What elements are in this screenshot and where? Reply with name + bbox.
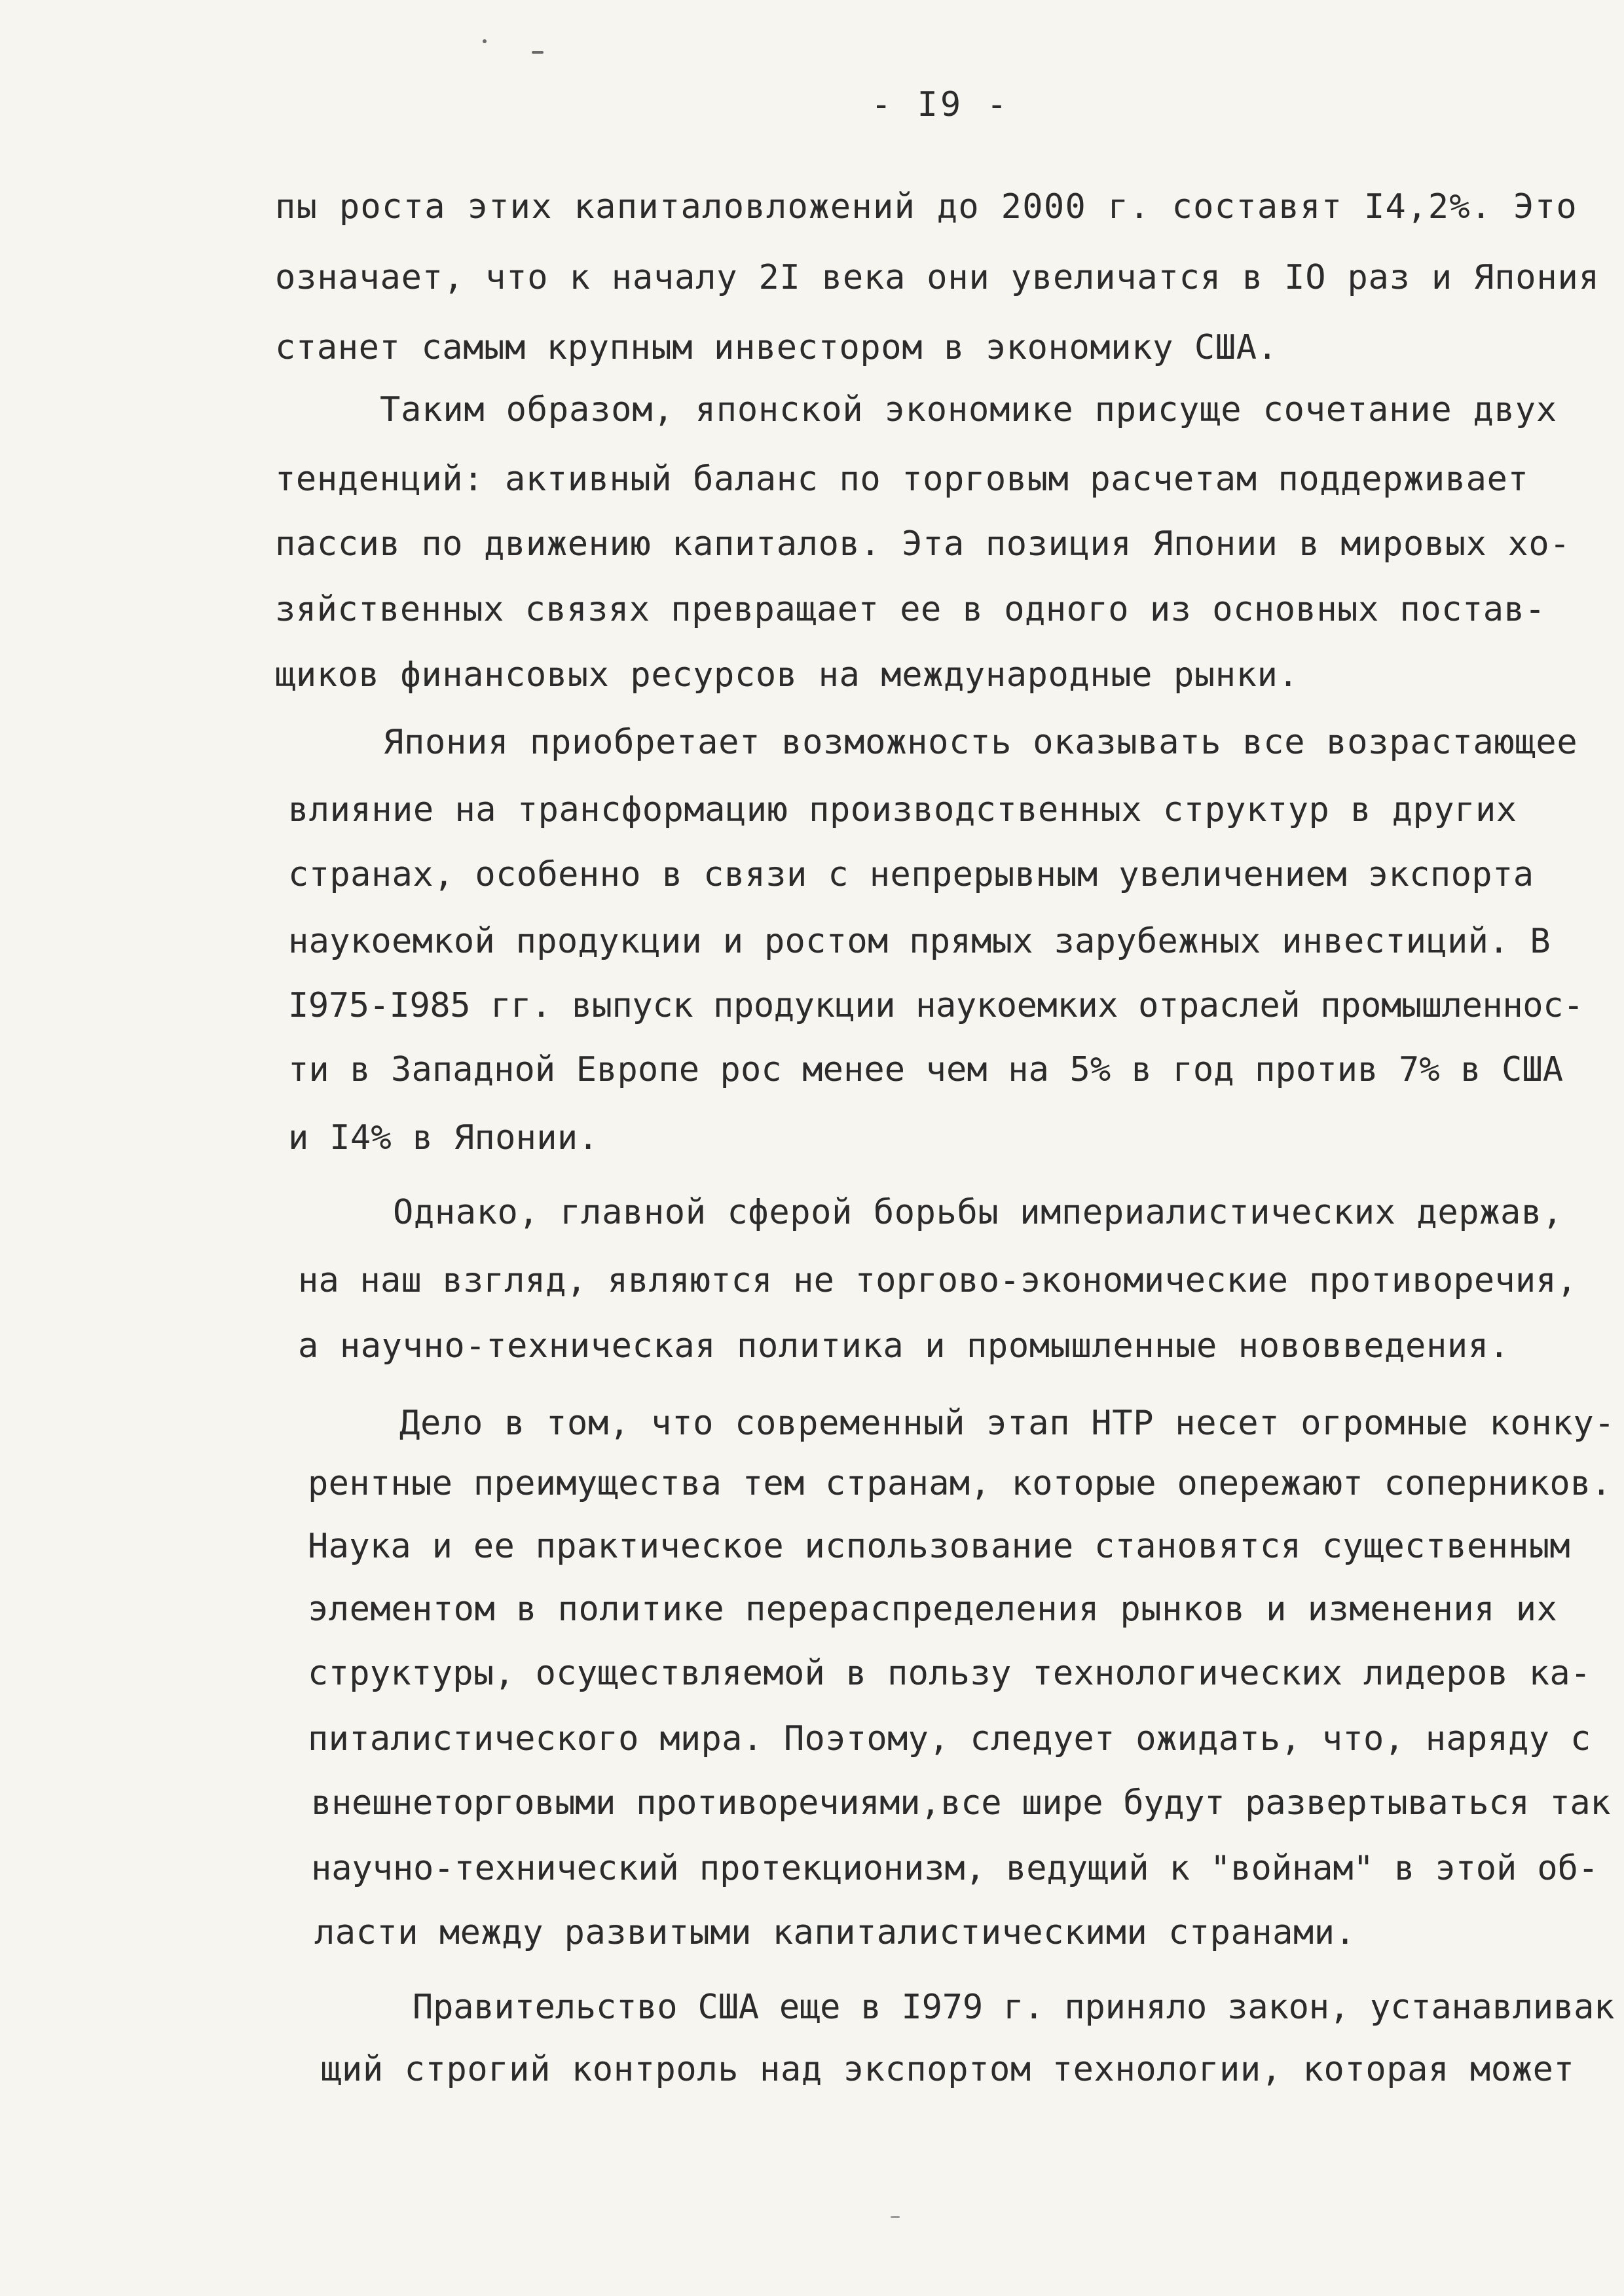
text-line: на наш взгляд, являются не торгово-экономические противоречия, (298, 1261, 1578, 1300)
paper-speck (483, 39, 487, 43)
text-line: I975-I985 гг. выпуск продукции наукоемких отраслей промышленнос- (288, 986, 1584, 1025)
paper-speck (532, 51, 544, 54)
text-line: а научно-техническая политика и промышленные нововведения. (298, 1326, 1510, 1366)
text-line: и I4% в Японии. (288, 1118, 599, 1157)
text-line: Таким образом, японской экономике присуще сочетание двух (380, 390, 1557, 429)
text-line: тенденций: активный баланс по торговым расчетам поддерживает (275, 460, 1529, 499)
text-line: станет самым крупным инвестором в экономику США. (275, 328, 1278, 367)
text-line: Однако, главной сферой борьбы империалистических держав, (393, 1193, 1563, 1232)
text-line: означает, что к началу 2I века они увеличатся в IO раз и Япония (275, 258, 1600, 297)
text-line: странах, особенно в связи с непрерывным увеличением экспорта (288, 855, 1534, 894)
text-line: внешнеторговыми противоречиями,все шире будут развертываться так (311, 1783, 1611, 1823)
text-line: щий строгий контроль над экспортом технологии, которая может (321, 2050, 1575, 2089)
text-line: рентные преимущества тем странам, которые опережают соперников. (308, 1464, 1612, 1503)
text-line: влияние на трансформацию производственных структур в других (288, 790, 1517, 829)
text-line: научно-технический протекционизм, ведущий к "войнам" в этой об- (311, 1849, 1599, 1888)
text-line: зяйственных связях превращает ее в одного из основных постав- (275, 590, 1546, 629)
text-line: наукоемкой продукции и ростом прямых зарубежных инвестиций. В (288, 922, 1551, 961)
text-line: элементом в политике перераспределения рынков и изменения их (308, 1590, 1558, 1629)
text-line: Дело в том, что современный этап НТР несет огромные конку- (399, 1404, 1615, 1443)
text-line: Наука и ее практическое использование становятся существенным (308, 1527, 1571, 1566)
text-line: ти в Западной Европе рос менее чем на 5% в год против 7% в США (288, 1050, 1564, 1089)
text-line: питалистического мира. Поэтому, следует ожидать, что, наряду с (308, 1719, 1591, 1758)
text-line: структуры, осуществляемой в пользу технологических лидеров ка- (308, 1654, 1591, 1693)
text-line: Правительство США еще в I979 г. приняло закон, устанавливак (413, 1988, 1615, 2027)
page-number: - I9 - (871, 85, 1010, 124)
text-line: пассив по движению капиталов. Эта позиция Японии в мировых хо- (275, 524, 1571, 564)
text-line: щиков финансовых ресурсов на международные рынки. (275, 655, 1299, 695)
text-line: Япония приобретает возможность оказывать все возрастающее (383, 723, 1578, 762)
text-line: ласти между развитыми капиталистическими странами. (314, 1913, 1356, 1952)
text-line: пы роста этих капиталовложений до 2000 г. составят I4,2%. Это (275, 187, 1578, 227)
paper-speck (891, 2216, 900, 2218)
